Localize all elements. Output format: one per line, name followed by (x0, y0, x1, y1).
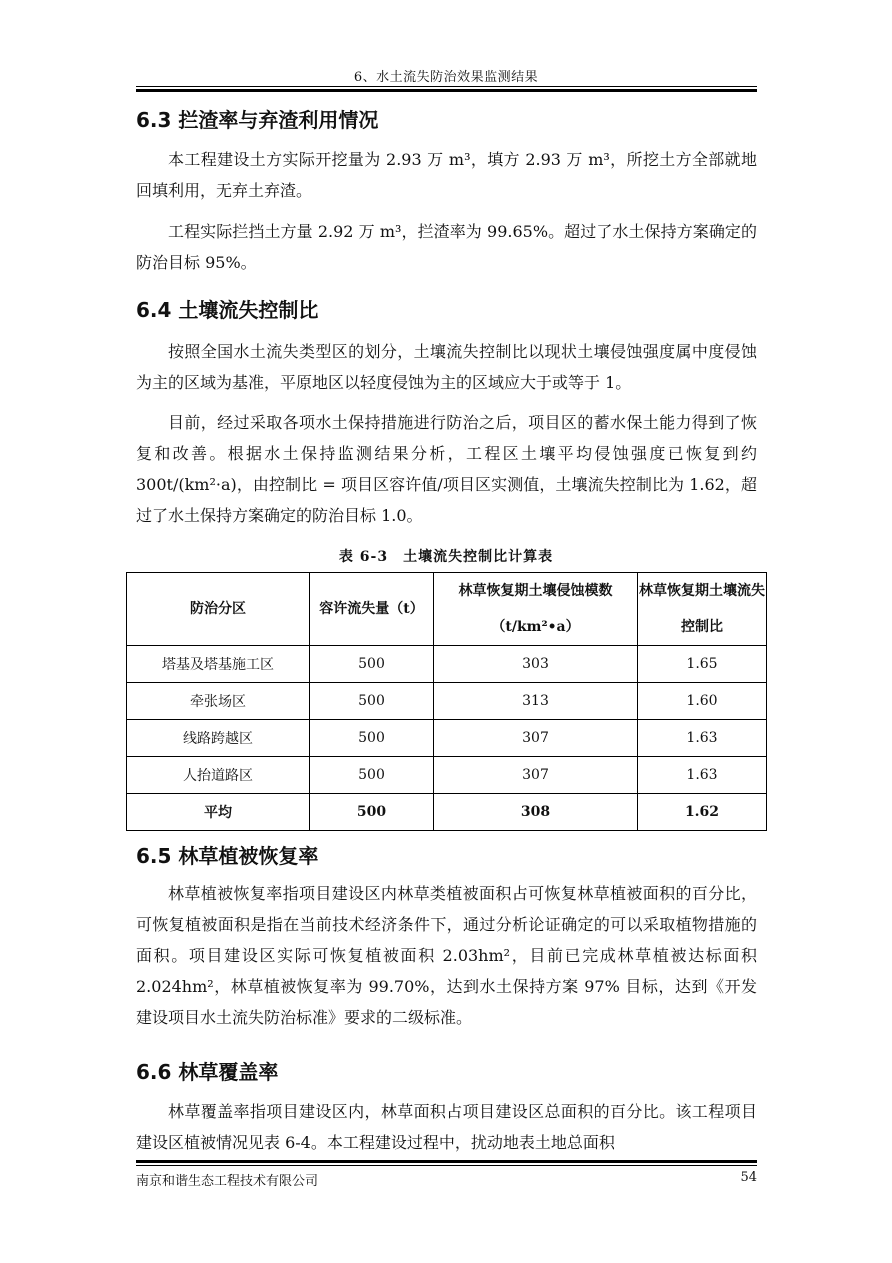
cell-control-ratio: 1.60 (638, 683, 767, 720)
paragraph-6-6-1: 林草覆盖率指项目建设区内，林草面积占项目建设区总面积的百分比。该工程项目建设区植被情况见表 6-4。本工程建设过程中，扰动地表土地总面积 (136, 1102, 757, 1152)
section-heading-6-5: 6.5 林草植被恢复率 (136, 844, 319, 868)
cell-allowable-loss: 500 (310, 794, 434, 831)
table-row (127, 757, 767, 794)
col-header-erosion-modulus: 林草恢复期土壤侵蚀模数（t/km²•a） (434, 573, 638, 646)
cell-allowable-loss: 500 (310, 720, 434, 757)
paragraph-6-3-2: 工程实际拦挡土方量 2.92 万 m³，拦渣率为 99.65%。超过了水土保持方案确定的防治目标 95%。 (136, 222, 757, 272)
table-average-row (127, 794, 767, 831)
cell-allowable-loss: 500 (310, 646, 434, 683)
cell-zone: 塔基及塔基施工区 (127, 646, 310, 683)
paragraph-6-5-1: 林草植被恢复率指项目建设区内林草类植被面积占可恢复林草植被面积的百分比，可恢复植被面积是指在当前技术经济条件下，通过分析论证确定的可以采取植物措施的面积。项目建设区实际可恢复植被面积 2.03hm²，目前已完成林草植被达标面积 2.024hm²，林草植被恢复率为 99.70%，达到水土保持方案 97% 目标，达到《开发建设项目水土流失防治标准》要求的二级标准。 (136, 884, 757, 1027)
col-header-zone: 防治分区 (127, 573, 310, 646)
cell-zone: 人抬道路区 (127, 757, 310, 794)
footer-page-number: 54 (740, 1170, 757, 1185)
section-heading-6-6: 6.6 林草覆盖率 (136, 1060, 279, 1084)
section-heading-6-4: 6.4 土壤流失控制比 (136, 298, 319, 322)
col-header-allowable-loss: 容许流失量（t） (310, 573, 434, 646)
header-rule-thick (136, 89, 757, 92)
cell-erosion-modulus: 307 (434, 720, 638, 757)
cell-control-ratio: 1.62 (638, 794, 767, 831)
paragraph-6-3-1: 本工程建设土方实际开挖量为 2.93 万 m³，填方 2.93 万 m³，所挖土方全部就地回填利用，无弃土弃渣。 (136, 150, 757, 200)
table-row (127, 646, 767, 683)
section-heading-6-3: 6.3 拦渣率与弃渣利用情况 (136, 108, 379, 132)
paragraph-6-4-1: 按照全国水土流失类型区的划分，土壤流失控制比以现状土壤侵蚀强度属中度侵蚀为主的区域为基准，平原地区以轻度侵蚀为主的区域应大于或等于 1。 (136, 342, 757, 392)
header-rule-thin (136, 86, 757, 87)
paragraph-6-4-2: 目前，经过采取各项水土保持措施进行防治之后，项目区的蓄水保土能力得到了恢复和改善。根据水土保持监测结果分析，工程区土壤平均侵蚀强度已恢复到约 300t/(km²·a)，由控制比 = 项目区容许值/项目区实测值，土壤流失控制比为 1.62，超过了水土保持方案确定的防治目标 1.0。 (136, 413, 757, 525)
cell-zone: 线路跨越区 (127, 720, 310, 757)
cell-zone: 牵张场区 (127, 683, 310, 720)
cell-erosion-modulus: 308 (434, 794, 638, 831)
footer-rule-thick (136, 1160, 757, 1163)
cell-control-ratio: 1.63 (638, 720, 767, 757)
table-row (127, 683, 767, 720)
cell-control-ratio: 1.63 (638, 757, 767, 794)
cell-erosion-modulus: 307 (434, 757, 638, 794)
cell-allowable-loss: 500 (310, 757, 434, 794)
cell-control-ratio: 1.65 (638, 646, 767, 683)
footer-rule-thin (136, 1165, 757, 1166)
soil-loss-control-table (126, 572, 767, 831)
cell-zone: 平均 (127, 794, 310, 831)
col-header-control-ratio: 林草恢复期土壤流失控制比 (638, 573, 767, 646)
cell-allowable-loss: 500 (310, 683, 434, 720)
table-row (127, 720, 767, 757)
table-caption: 表 6-3 土壤流失控制比计算表 (338, 549, 554, 565)
footer-company: 南京和谐生态工程技术有限公司 (136, 1174, 319, 1189)
cell-erosion-modulus: 313 (434, 683, 638, 720)
page-header-title: 6、水土流失防治效果监测结果 (353, 70, 539, 85)
cell-erosion-modulus: 303 (434, 646, 638, 683)
table-header-row (127, 573, 767, 646)
